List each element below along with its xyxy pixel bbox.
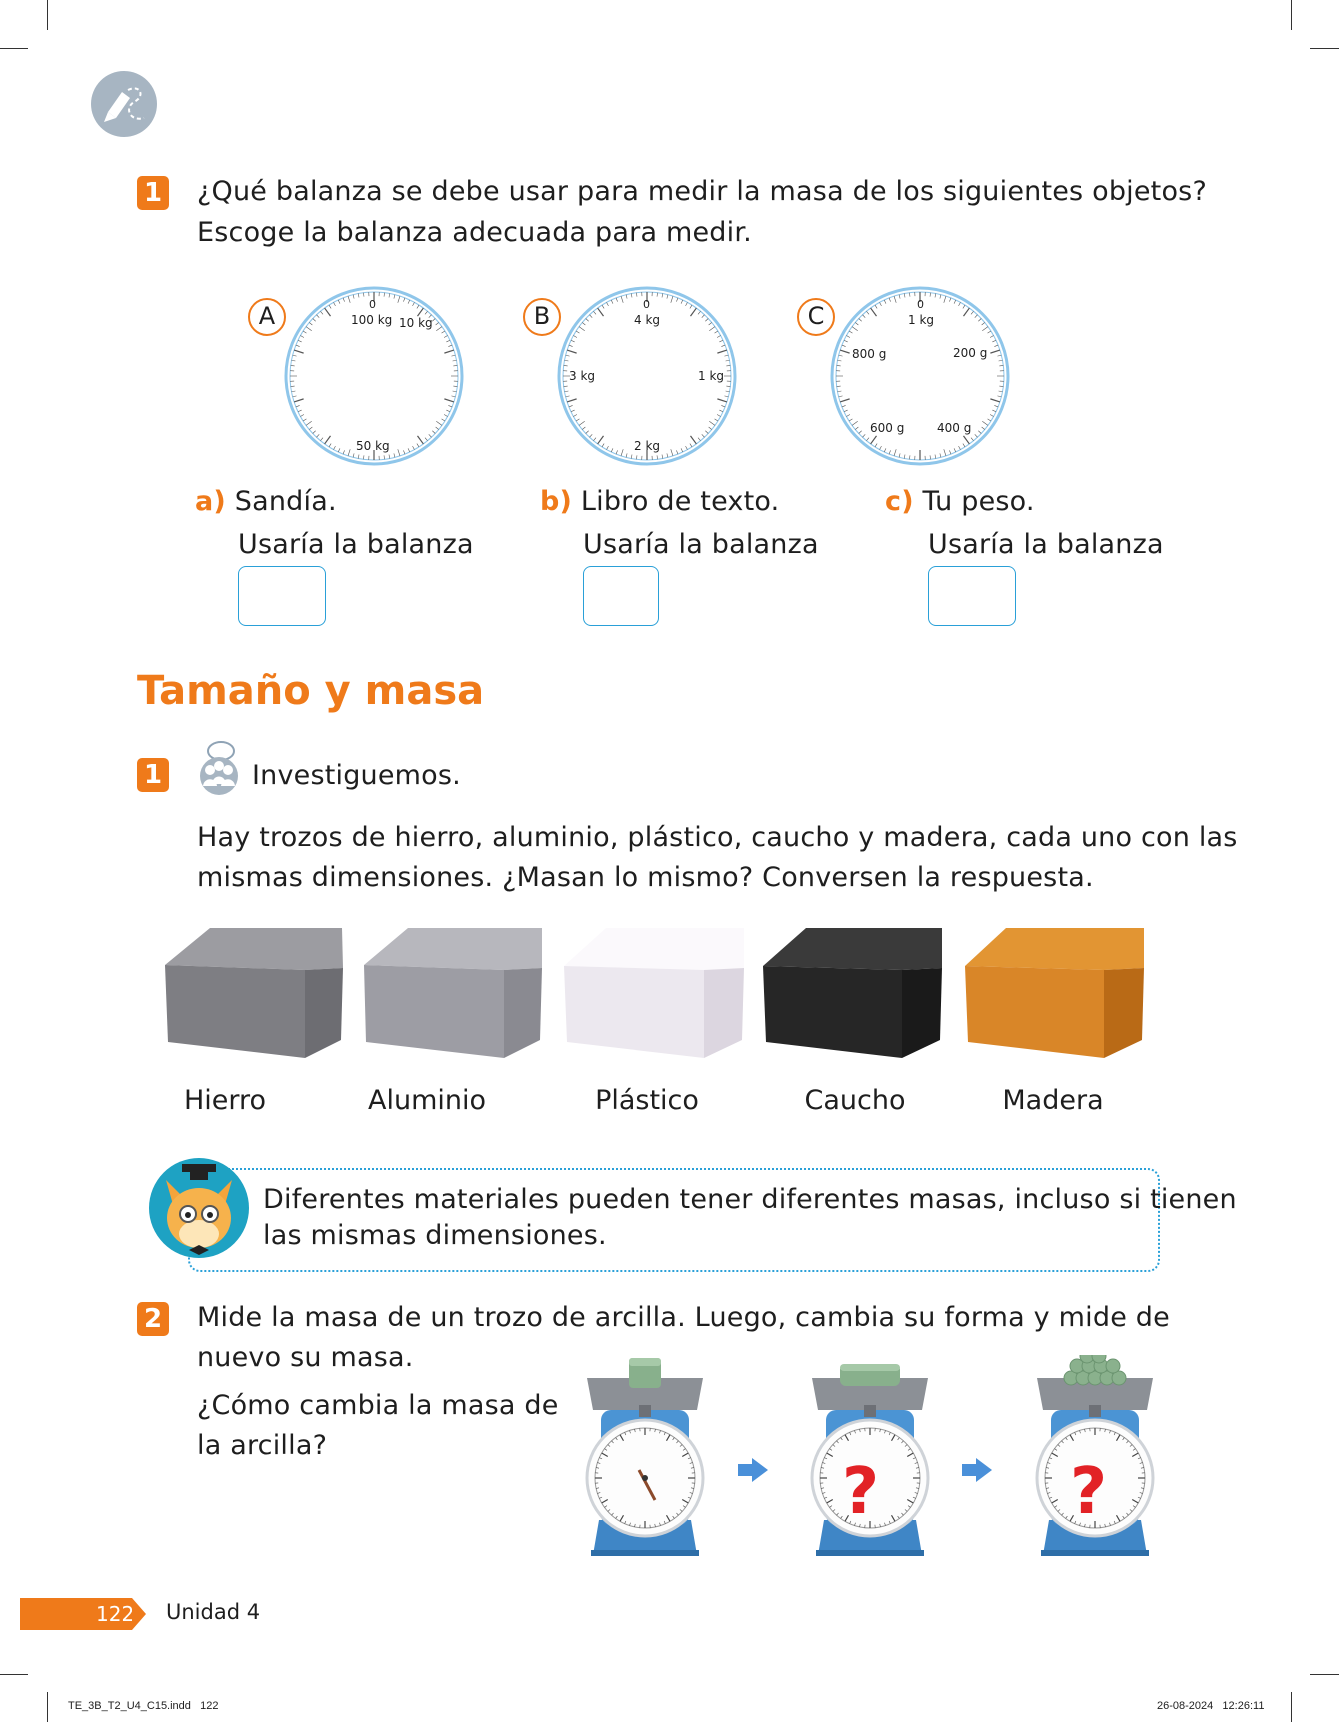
dial-label-b: B — [523, 298, 561, 336]
note-line-2: las mismas dimensiones. — [263, 1220, 607, 1251]
dial-b-tick-0: 0 — [643, 298, 650, 311]
note-line-1: Diferentes materiales pueden tener diferentes masas, incluso si tienen — [263, 1184, 1237, 1215]
page-number: 122 — [96, 1602, 135, 1626]
unit-label: Unidad 4 — [166, 1600, 261, 1624]
answer-box-a[interactable] — [238, 566, 326, 626]
dial-c-tick-800g: 800 g — [852, 347, 887, 361]
crop-mark — [47, 0, 48, 30]
question-number-badge: 1 — [137, 176, 169, 210]
arrow-right-icon — [738, 1458, 768, 1482]
crop-mark — [1310, 1674, 1339, 1675]
page-tab-arrow — [132, 1598, 146, 1630]
file-slug: TE_3B_T2_U4_C15.indd 122 — [68, 1700, 219, 1712]
crop-mark — [47, 1692, 48, 1722]
activity-1-label: Investiguemos. — [252, 760, 461, 791]
dial-c-tick-200g: 200 g — [953, 346, 988, 360]
crop-mark — [1291, 0, 1292, 30]
activity-2-line-1: Mide la masa de un trozo de arcilla. Luego, cambia su forma y mide de — [197, 1302, 1170, 1333]
wood-block — [965, 928, 1144, 1058]
dial-b-tick-2kg: 2 kg — [634, 439, 661, 453]
kitchen-scale — [587, 1358, 703, 1556]
dial-label-a: A — [248, 298, 286, 336]
material-label-caucho: Caucho — [804, 1085, 906, 1116]
item-b-prompt: Usaría la balanza — [583, 529, 819, 560]
answer-box-b[interactable] — [583, 566, 659, 626]
crop-mark — [1310, 48, 1339, 49]
dial-b-tick-3kg: 3 kg — [569, 369, 596, 383]
section-title: Tamaño y masa — [137, 668, 485, 714]
dial-c-tick-1kg: 1 kg — [908, 313, 935, 327]
dial-a-tick-50kg: 50 kg — [356, 439, 390, 453]
question-line-2: Escoge la balanza adecuada para medir. — [197, 217, 752, 248]
crop-mark — [0, 48, 28, 49]
dial-a-tick-0: 0 — [369, 298, 376, 311]
dial-a-tick-100kg: 100 kg — [351, 313, 393, 327]
activity-2-badge: 2 — [137, 1302, 169, 1336]
item-b — [540, 482, 779, 522]
item-a-letter: a) — [195, 486, 226, 517]
dial-c-tick-400g: 400 g — [937, 421, 972, 435]
crop-mark — [0, 1674, 28, 1675]
pencil-icon — [90, 70, 158, 138]
page-number-tab — [20, 1598, 135, 1630]
fox-mascot — [144, 1150, 254, 1260]
print-date: 26-08-2024 12:26:11 — [1157, 1700, 1265, 1712]
rubber-block — [763, 928, 942, 1058]
item-a-prompt: Usaría la balanza — [238, 529, 474, 560]
unknown-mass-mark: ? — [1070, 1455, 1108, 1529]
dial-scales — [0, 280, 1339, 470]
activity-1-badge: 1 — [137, 758, 169, 792]
unknown-mass-mark: ? — [842, 1455, 880, 1529]
material-label-hierro: Hierro — [183, 1085, 267, 1116]
dial-b-tick-4kg: 4 kg — [634, 313, 661, 327]
item-b-letter: b) — [540, 486, 573, 517]
item-c — [885, 482, 1035, 522]
activity-2-question-line-1: ¿Cómo cambia la masa de — [197, 1390, 559, 1421]
material-blocks — [0, 920, 1339, 1070]
item-c-object: Tu peso. — [922, 486, 1035, 517]
material-label-madera: Madera — [1002, 1085, 1104, 1116]
dial-c-tick-600g: 600 g — [870, 421, 905, 435]
activity-2-line-2: nuevo su masa. — [197, 1342, 414, 1373]
dial-b-tick-1kg: 1 kg — [698, 369, 725, 383]
dial-label-c: C — [797, 298, 835, 336]
iron-block — [165, 928, 343, 1058]
activity-1-text-line-2: mismas dimensiones. ¿Masan lo mismo? Conversen la respuesta. — [197, 862, 1094, 893]
plastic-block — [564, 928, 744, 1058]
dial-c-tick-0: 0 — [917, 298, 924, 311]
material-label-plastico: Plástico — [595, 1085, 699, 1116]
item-c-letter: c) — [885, 486, 914, 517]
aluminum-block — [364, 928, 542, 1058]
crop-mark — [1291, 1692, 1292, 1722]
arrow-right-icon — [962, 1458, 992, 1482]
team-icon — [194, 740, 244, 796]
activity-2-question-line-2: la arcilla? — [197, 1430, 328, 1461]
activity-1-text-line-1: Hay trozos de hierro, aluminio, plástico, caucho y madera, cada uno con las — [197, 822, 1238, 853]
dial-a-tick-10kg: 10 kg — [399, 316, 433, 330]
item-a — [195, 482, 337, 522]
material-label-aluminio: Aluminio — [367, 1085, 487, 1116]
question-line-1: ¿Qué balanza se debe usar para medir la masa de los siguientes objetos? — [197, 176, 1207, 207]
answer-box-c[interactable] — [928, 566, 1016, 626]
item-c-prompt: Usaría la balanza — [928, 529, 1164, 560]
item-a-object: Sandía. — [234, 486, 337, 517]
item-b-object: Libro de texto. — [580, 486, 780, 517]
